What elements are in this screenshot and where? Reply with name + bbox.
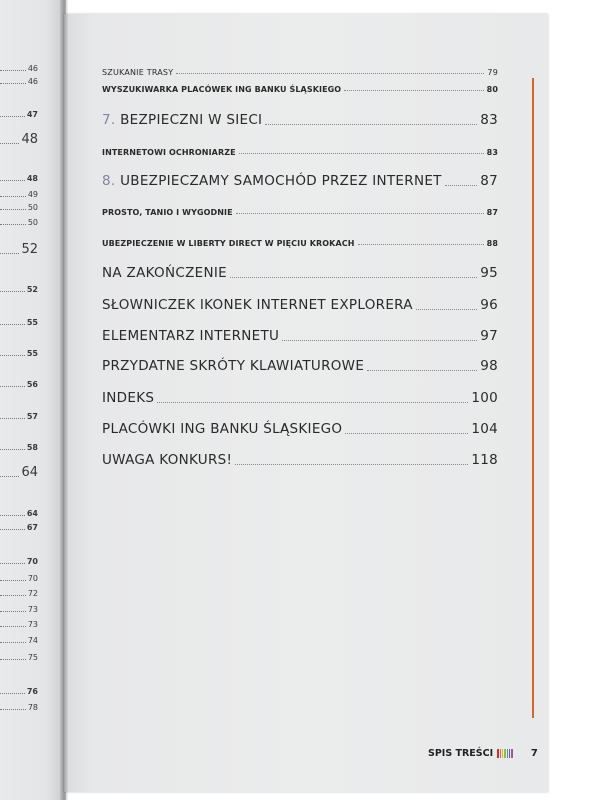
leader-dots <box>239 153 484 154</box>
toc-title-text: SŁOWNICZEK IKONEK INTERNET EXPLORERA <box>102 297 413 313</box>
leader-dots <box>157 402 468 403</box>
section-label: SPIS TREŚCI <box>428 748 494 759</box>
left-page-number: 64 <box>26 509 38 518</box>
toc-page-number: 118 <box>471 452 498 468</box>
toc-entry <box>102 297 498 313</box>
left-page-entry <box>0 212 38 228</box>
toc-title <box>102 265 227 281</box>
left-page-number: 76 <box>26 687 38 696</box>
leader-dots <box>367 370 477 371</box>
leader-dots <box>0 324 25 325</box>
toc-title-text: WYSZUKIWARKA PLACÓWEK ING BANKU ŚLĄSKIEGO <box>102 85 342 94</box>
left-page-number: 73 <box>27 620 38 629</box>
left-page-entry <box>0 681 38 697</box>
color-bar <box>507 749 508 758</box>
toc-page-number: 79 <box>487 68 498 77</box>
toc-title-text: UBEZPIECZAMY SAMOCHÓD PRZEZ INTERNET <box>120 173 442 189</box>
toc-entry <box>102 328 498 344</box>
toc-page-number: 95 <box>480 265 498 281</box>
left-page-number: 52 <box>26 285 38 294</box>
leader-dots <box>0 116 25 117</box>
toc-title-text: ELEMENTARZ INTERNETU <box>102 328 280 344</box>
toc-entry <box>102 173 498 189</box>
toc-title <box>102 328 279 344</box>
leader-dots <box>0 386 25 387</box>
leader-dots <box>0 611 26 612</box>
leader-dots <box>0 580 26 581</box>
toc-title-text: BEZPIECZNI W SIECI <box>120 112 263 128</box>
toc-title <box>102 452 232 468</box>
leader-dots <box>0 709 26 710</box>
left-page-entry <box>0 614 38 630</box>
page-footer <box>428 748 538 759</box>
toc-page-number: 100 <box>471 390 498 406</box>
left-page-number: 57 <box>26 412 38 421</box>
color-bar <box>504 749 505 758</box>
left-page-number: 75 <box>27 653 38 662</box>
color-bar <box>502 749 503 758</box>
left-page-entry <box>0 437 38 453</box>
leader-dots <box>0 626 26 627</box>
toc-title <box>102 148 236 157</box>
toc-entry <box>102 421 498 437</box>
leader-dots <box>236 213 484 214</box>
left-page-entry <box>0 583 38 599</box>
left-page-entry <box>0 568 38 584</box>
left-page-entry <box>0 131 38 147</box>
toc-title <box>102 358 364 374</box>
left-page-number: 56 <box>26 380 38 389</box>
leader-dots <box>0 595 26 596</box>
color-bar <box>497 749 498 758</box>
toc-entry <box>102 239 498 248</box>
toc-entry <box>102 68 498 77</box>
toc-entry <box>102 112 498 128</box>
leader-dots <box>176 73 484 74</box>
left-page-entry <box>0 279 38 295</box>
leader-dots <box>0 642 26 643</box>
toc-entry <box>102 390 498 406</box>
toc-title <box>102 208 233 217</box>
left-page-entry <box>0 517 38 533</box>
chapter-number: 7. <box>102 112 121 128</box>
left-page-number: 46 <box>27 64 38 73</box>
toc-page-number: 88 <box>486 239 498 248</box>
toc-title <box>102 112 262 128</box>
left-page-number: 48 <box>21 132 38 147</box>
leader-dots <box>0 659 26 660</box>
left-page-number: 78 <box>27 703 38 712</box>
toc-title-text: NA ZAKOŃCZENIE <box>102 265 227 281</box>
left-page-entry <box>0 464 38 480</box>
leader-dots <box>0 449 25 450</box>
left-page-number: 74 <box>27 636 38 645</box>
book-spine <box>60 0 68 800</box>
toc-page-number: 83 <box>480 112 498 128</box>
leader-dots <box>0 180 25 181</box>
left-page-entry <box>0 168 38 184</box>
left-page-number: 50 <box>27 203 38 212</box>
color-bars-icon <box>497 749 513 758</box>
toc-page-number: 98 <box>480 358 498 374</box>
leader-dots <box>0 355 25 356</box>
left-page-entry <box>0 374 38 390</box>
left-page-entry <box>0 630 38 646</box>
toc-entry <box>102 265 498 281</box>
toc-page-number: 87 <box>486 208 498 217</box>
toc-page-number: 96 <box>480 297 498 313</box>
toc-entry <box>102 452 498 468</box>
left-page-entry <box>0 71 38 87</box>
page-number: 7 <box>530 748 538 759</box>
toc-entry <box>102 85 498 94</box>
left-page-number: 48 <box>26 174 38 183</box>
left-page-entry <box>0 197 38 213</box>
leader-dots <box>282 340 477 341</box>
leader-dots <box>445 185 478 186</box>
left-page-number: 46 <box>27 77 38 86</box>
toc-title-text: UWAGA KONKURS! <box>102 452 233 468</box>
left-page-entry <box>0 406 38 422</box>
toc-title <box>102 173 442 189</box>
leader-dots <box>0 224 26 225</box>
left-page-entry <box>0 697 38 713</box>
left-page-number: 70 <box>26 557 38 566</box>
left-page-number: 67 <box>26 523 38 532</box>
left-page-number: 64 <box>21 465 38 480</box>
left-page-entry <box>0 104 38 120</box>
leader-dots <box>0 143 19 144</box>
color-bar <box>500 749 501 758</box>
toc-entry <box>102 208 498 217</box>
toc-title-text: INTERNETOWI OCHRONIARZE <box>102 148 236 157</box>
leader-dots <box>0 515 25 516</box>
left-page <box>0 0 66 800</box>
leader-dots <box>230 277 477 278</box>
chapter-number: 8. <box>102 173 121 189</box>
toc-title <box>102 421 342 437</box>
toc-title-text: INDEKS <box>102 390 155 406</box>
leader-dots <box>345 433 468 434</box>
color-bar <box>511 749 512 758</box>
toc-entry <box>102 358 498 374</box>
toc-page-number: 83 <box>486 148 498 157</box>
leader-dots <box>0 418 25 419</box>
left-page-entry <box>0 551 38 567</box>
color-bar <box>509 749 510 758</box>
leader-dots <box>358 244 484 245</box>
toc-title-text: PRZYDATNE SKRÓTY KLAWIATUROWE <box>102 358 365 374</box>
toc-title <box>102 390 154 406</box>
accent-rule <box>532 78 534 718</box>
toc-title <box>102 297 413 313</box>
leader-dots <box>265 124 477 125</box>
toc-title <box>102 68 173 77</box>
left-page-number: 73 <box>27 605 38 614</box>
leader-dots <box>0 563 25 564</box>
toc-title-text: UBEZPIECZENIE W LIBERTY DIRECT W PIĘCIU KROKACH <box>102 239 355 248</box>
toc-title-text: SZUKANIE TRASY <box>102 68 174 77</box>
left-page-number: 55 <box>26 318 38 327</box>
leader-dots <box>344 90 483 91</box>
left-page-number: 70 <box>27 574 38 583</box>
left-page-entry <box>0 599 38 615</box>
leader-dots <box>0 291 25 292</box>
leader-dots <box>416 309 477 310</box>
leader-dots <box>0 529 25 530</box>
toc-page-number: 87 <box>480 173 498 189</box>
left-page-number: 47 <box>26 110 38 119</box>
leader-dots <box>0 476 19 477</box>
left-page-number: 50 <box>27 218 38 227</box>
left-page-entry <box>0 647 38 663</box>
left-page-number: 52 <box>21 242 38 257</box>
left-page-entry <box>0 241 38 257</box>
left-page-number: 49 <box>27 190 38 199</box>
left-page-number: 58 <box>26 443 38 452</box>
toc-title-text: PROSTO, TANIO I WYGODNIE <box>102 208 233 217</box>
toc-title-text: PLACÓWKI ING BANKU ŚLĄSKIEGO <box>102 421 343 437</box>
toc-title <box>102 239 355 248</box>
leader-dots <box>0 83 26 84</box>
leader-dots <box>0 253 19 254</box>
left-page-entry <box>0 312 38 328</box>
toc-page-number: 97 <box>480 328 498 344</box>
toc-entry <box>102 148 498 157</box>
leader-dots <box>235 464 468 465</box>
leader-dots <box>0 693 25 694</box>
left-page-number: 55 <box>26 349 38 358</box>
toc-title <box>102 85 341 94</box>
leader-dots <box>0 209 26 210</box>
toc-page-number: 80 <box>486 85 498 94</box>
left-page-number: 72 <box>27 589 38 598</box>
left-page-entry <box>0 343 38 359</box>
toc-page-number: 104 <box>471 421 498 437</box>
